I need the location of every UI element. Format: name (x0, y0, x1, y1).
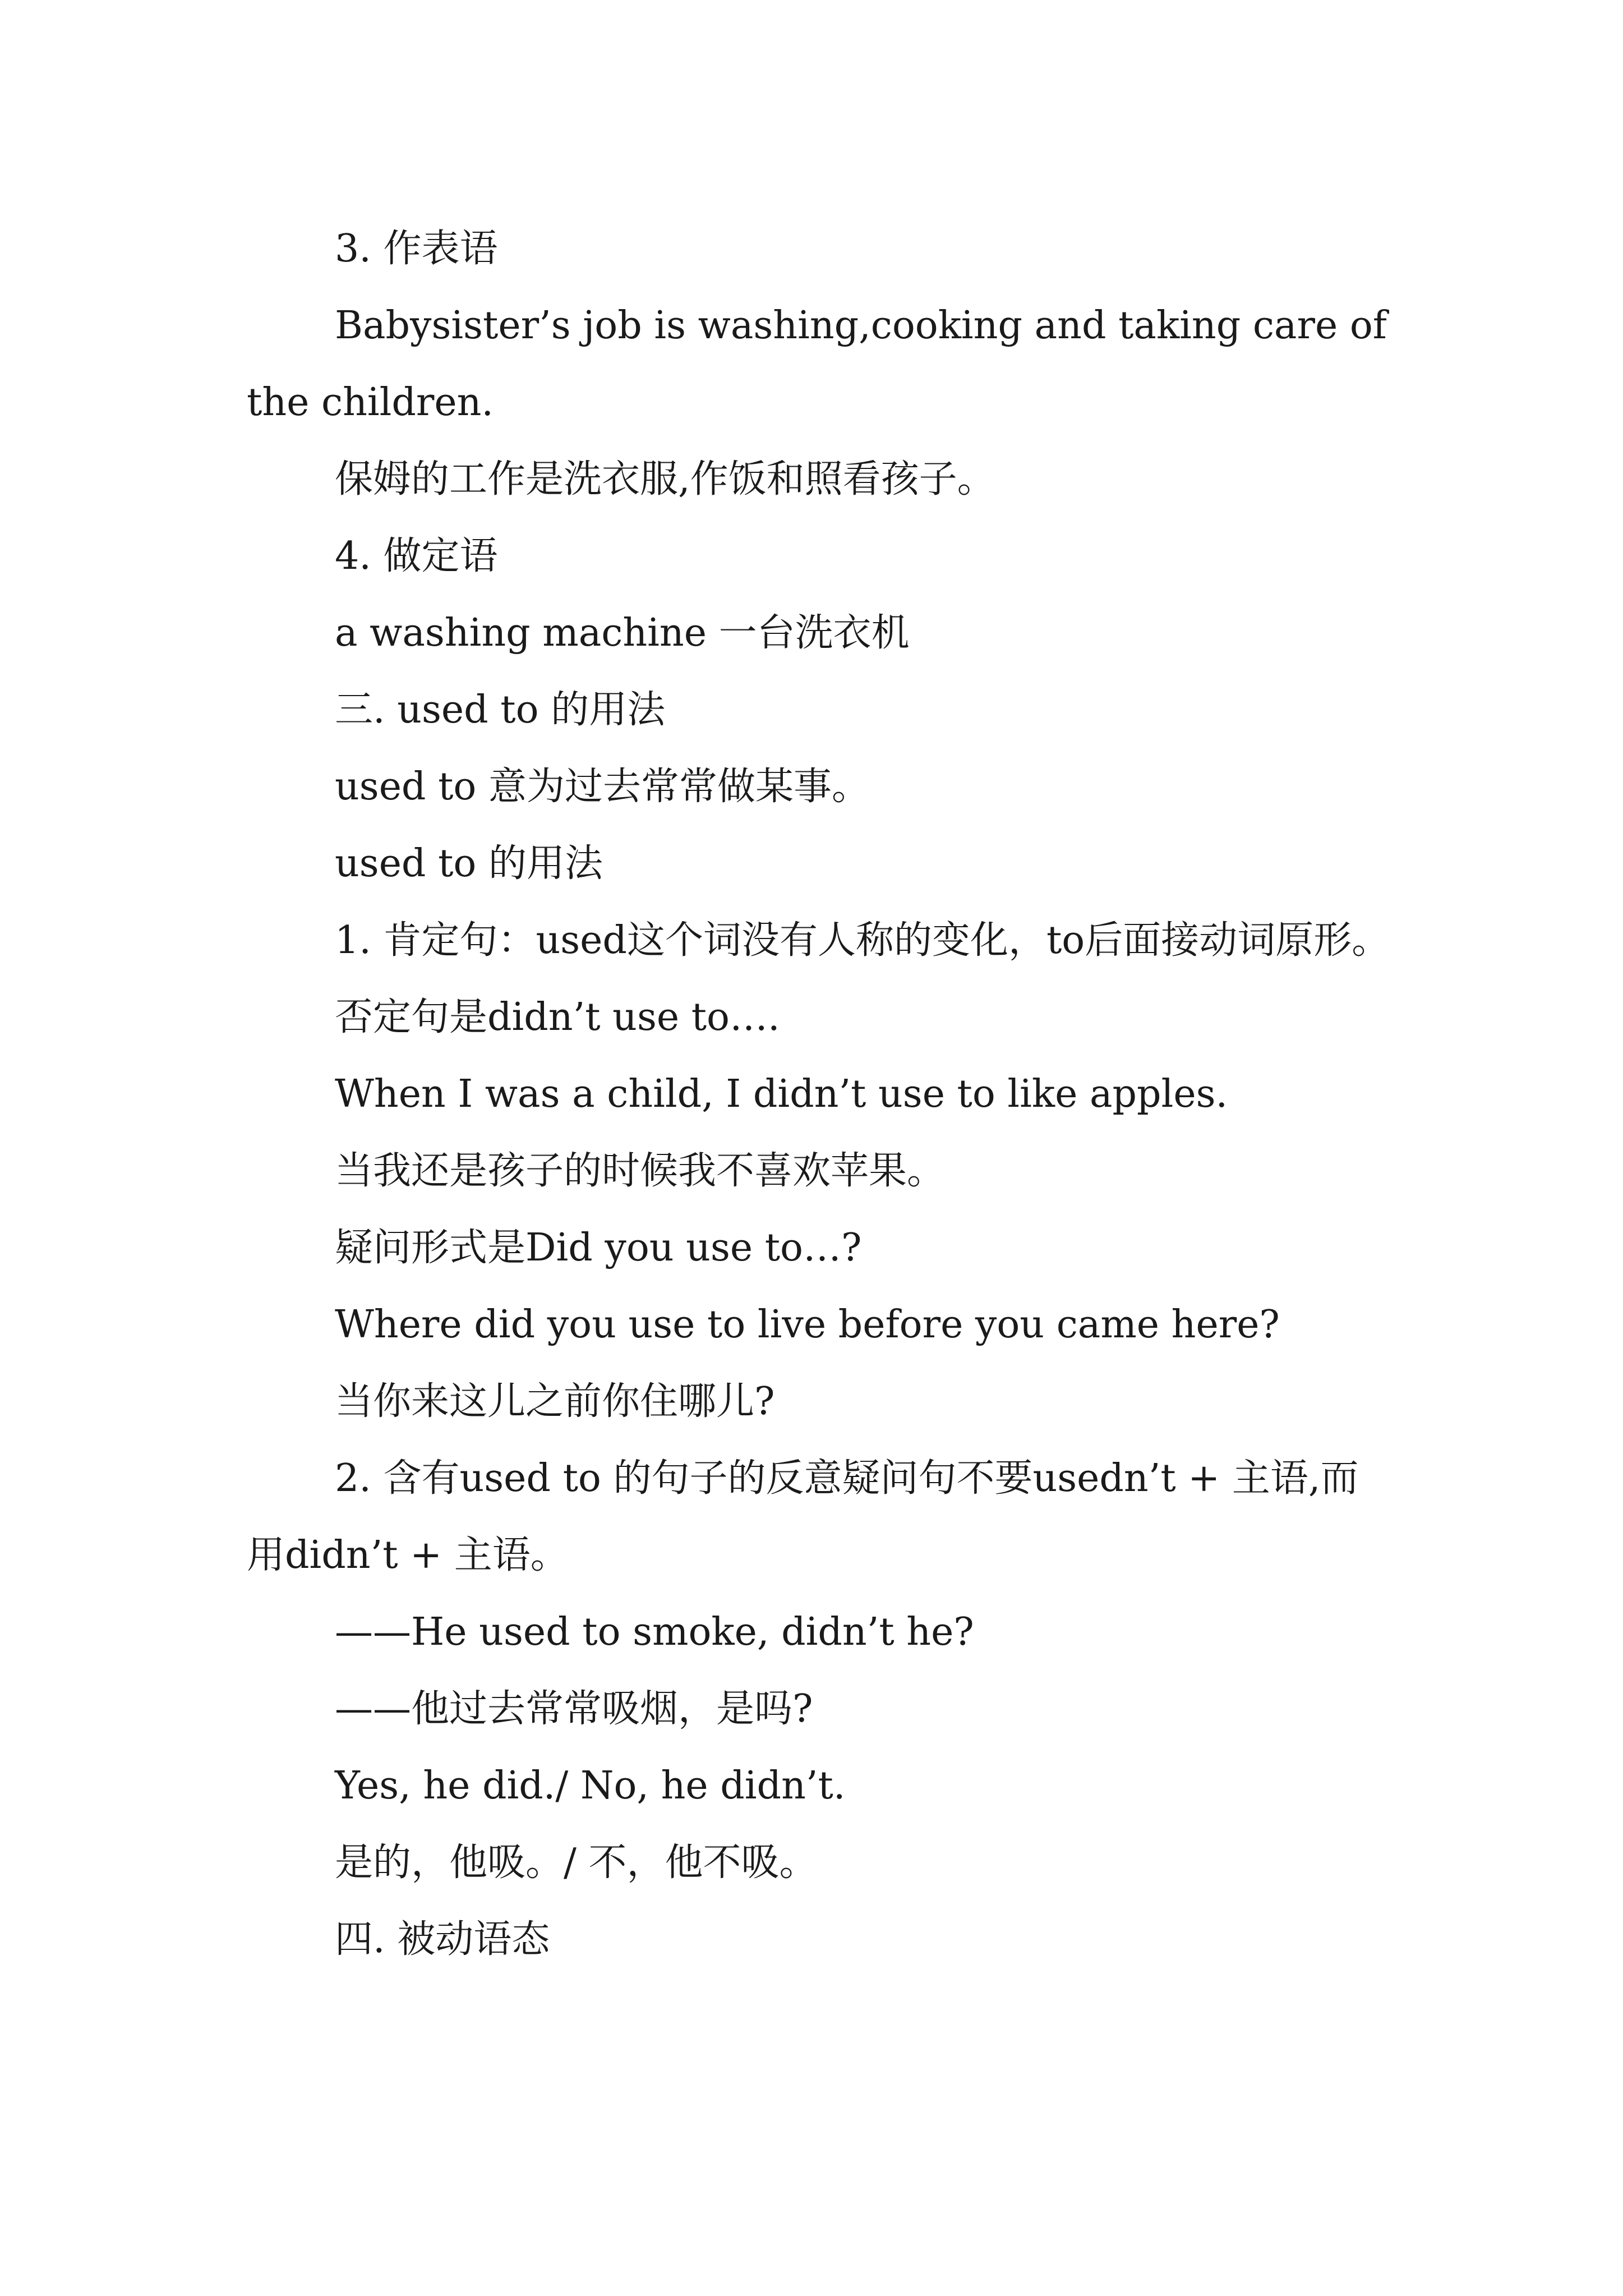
answer-translation: 是的，他吸。/ 不，他不吸。 (335, 1841, 818, 1885)
heading-attributive: 4. 做定语 (335, 534, 498, 578)
subheading-usage: used to 的用法 (335, 841, 603, 886)
heading-predicative: 3. 作表语 (335, 227, 498, 271)
definition-text: used to 意为过去常常做某事。 (335, 765, 870, 809)
example-translation: 当你来这儿之前你住哪儿? (335, 1379, 775, 1424)
example-sentence: Babysister’s job is washing,cooking and taking care of the children. (247, 303, 1387, 425)
example-translation: 当我还是孩子的时候我不喜欢苹果。 (335, 1149, 946, 1193)
example-translation: 保姆的工作是洗衣服,作饭和照看孩子。 (335, 457, 995, 501)
section-heading-passive-voice: 四. 被动语态 (335, 1917, 550, 1962)
example-sentence: When I was a child, I didn’t use to like apples. (335, 1072, 1228, 1116)
rule-question: 疑问形式是Did you use to…? (335, 1226, 862, 1270)
document-body (247, 210, 1391, 1978)
example-phrase: a washing machine 一台洗衣机 (335, 611, 910, 655)
rule-affirmative: 1. 肯定句：used这个词没有人称的变化，to后面接动词原形。 (335, 918, 1390, 963)
section-heading-used-to: 三. used to 的用法 (335, 688, 666, 732)
rule-tag-question: 2. 含有used to 的句子的反意疑问句不要usedn’t + 主语,而用didn’t + 主语。 (247, 1456, 1359, 1577)
rule-negative: 否定句是didn’t use to…. (335, 995, 780, 1039)
example-sentence: Where did you use to live before you came here? (335, 1303, 1280, 1347)
answer-line: Yes, he did./ No, he didn’t. (335, 1764, 846, 1808)
dialogue-line: ——他过去常常吸烟，是吗? (335, 1687, 813, 1731)
dialogue-line: ——He used to smoke, didn’t he? (335, 1610, 974, 1654)
